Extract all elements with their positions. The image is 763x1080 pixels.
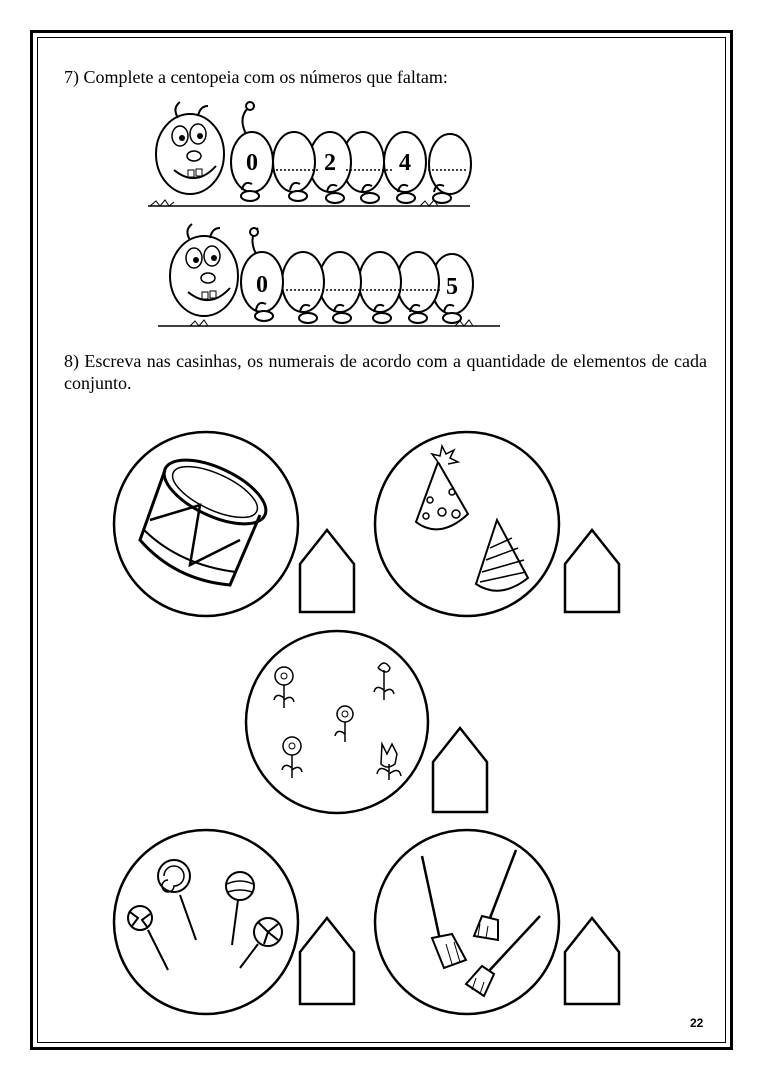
answer-house-3[interactable] (433, 728, 487, 812)
centipede-1-number-5: 4 (399, 150, 411, 176)
set-drum (114, 432, 354, 616)
question-8-text: 8) Escreva nas casinhas, os numerais de acordo com a quantidade de elementos de cada conjunto. (64, 351, 707, 393)
answer-house-5[interactable] (565, 918, 619, 1004)
question-7-text: 7) Complete a centopeia com os números que faltam: (64, 67, 448, 87)
centipede-1-number-1: 0 (246, 150, 258, 176)
answer-house-1[interactable] (300, 530, 354, 612)
centipede-2-number-1: 0 (256, 272, 268, 298)
set-brooms (375, 830, 619, 1014)
centipede-1 (148, 102, 471, 206)
answer-house-2[interactable] (565, 530, 619, 612)
centipede-2-head (170, 224, 238, 316)
set-lollipops (114, 830, 354, 1014)
answer-house-4[interactable] (300, 918, 354, 1004)
centipede-2-body (241, 252, 473, 314)
centipede-2 (158, 224, 500, 326)
centipede-2-number-6: 5 (446, 274, 458, 300)
set-party-hats (375, 432, 619, 616)
centipede-1-head (156, 102, 224, 194)
centipede-1-number-3: 2 (324, 150, 336, 176)
centipede-1-body (231, 132, 471, 194)
page-number: 22 (690, 1016, 704, 1030)
set-flowers (246, 631, 487, 813)
